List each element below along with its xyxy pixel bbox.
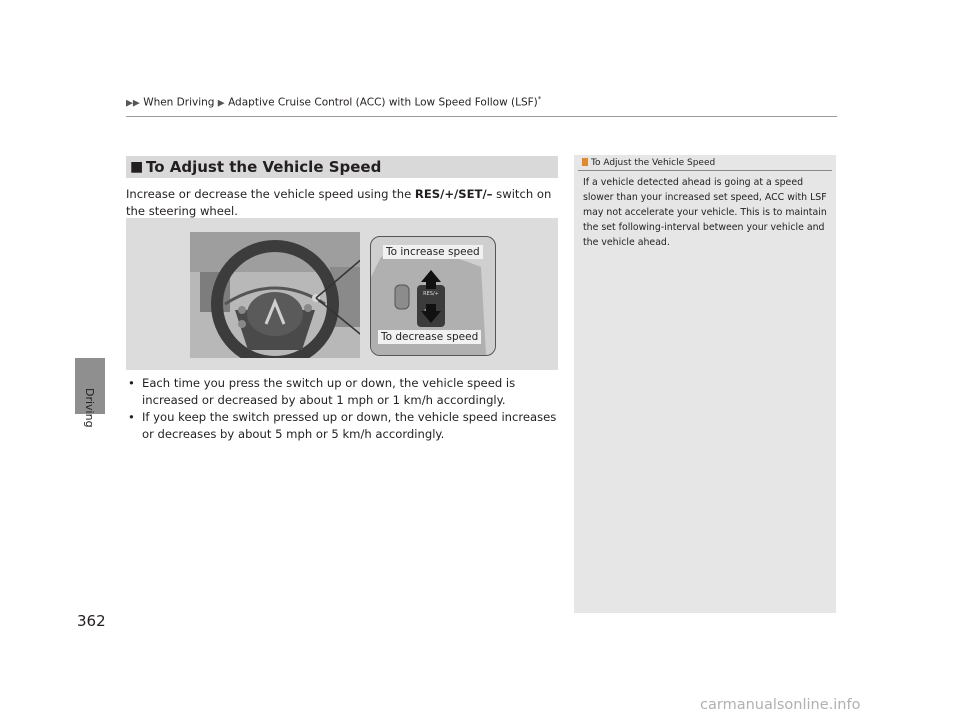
page-number: 362 xyxy=(77,612,106,630)
decrease-speed-label: To decrease speed xyxy=(378,330,481,344)
note-marker-icon xyxy=(582,158,588,166)
chapter-tab-label: Driving xyxy=(83,388,96,428)
sidebar-divider xyxy=(578,170,832,171)
list-item xyxy=(126,375,562,409)
sidebar-note-text: If a vehicle detected ahead is going at a speed slower than your increased set speed, ACC with LSF may not accelerate your vehicle. This is to maintain the set following-interval between your vehicle and the vehicle ahead. xyxy=(583,177,827,248)
section-heading xyxy=(126,156,558,178)
breadcrumb xyxy=(126,95,541,109)
sidebar-note-title: To Adjust the Vehicle Speed xyxy=(591,158,716,168)
breadcrumb-marker: * xyxy=(537,95,542,103)
section-square-icon: ■ xyxy=(130,159,144,175)
res-button-label: RES/+ xyxy=(423,291,439,297)
breadcrumb-item-when-driving[interactable]: When Driving xyxy=(143,96,215,109)
intro-paragraph xyxy=(126,186,562,220)
switch-name: RES/+/SET/– xyxy=(414,187,493,201)
header-divider xyxy=(126,116,837,117)
section-title: To Adjust the Vehicle Speed xyxy=(146,158,382,176)
bullet-text: If you keep the switch pressed up or down, the vehicle speed increases or decreases by about 5 mph or 5 km/h accordingly. xyxy=(142,410,557,441)
increase-speed-label: To increase speed xyxy=(383,245,483,259)
list-item xyxy=(126,409,562,443)
bullet-dot-icon: • xyxy=(128,410,135,424)
bullet-text: Each time you press the switch up or down, the vehicle speed is increased or decreased by about 1 mph or 1 km/h accordingly. xyxy=(142,376,516,407)
bullet-list xyxy=(126,375,562,443)
watermark: carmanualsonline.info xyxy=(700,697,861,713)
bullet-dot-icon: • xyxy=(128,376,135,390)
breadcrumb-item-acc[interactable]: Adaptive Cruise Control (ACC) with Low Speed Follow (LSF) xyxy=(228,96,538,109)
breadcrumb-arrow-icon: ▶ xyxy=(217,98,225,109)
breadcrumb-arrow-icon: ▶▶ xyxy=(126,98,140,109)
steering-wheel-illustration xyxy=(190,232,360,358)
intro-text-end: switch on the steering wheel. xyxy=(126,187,552,218)
sidebar-note-heading xyxy=(582,158,715,168)
intro-text: Increase or decrease the vehicle speed using the xyxy=(126,187,415,201)
